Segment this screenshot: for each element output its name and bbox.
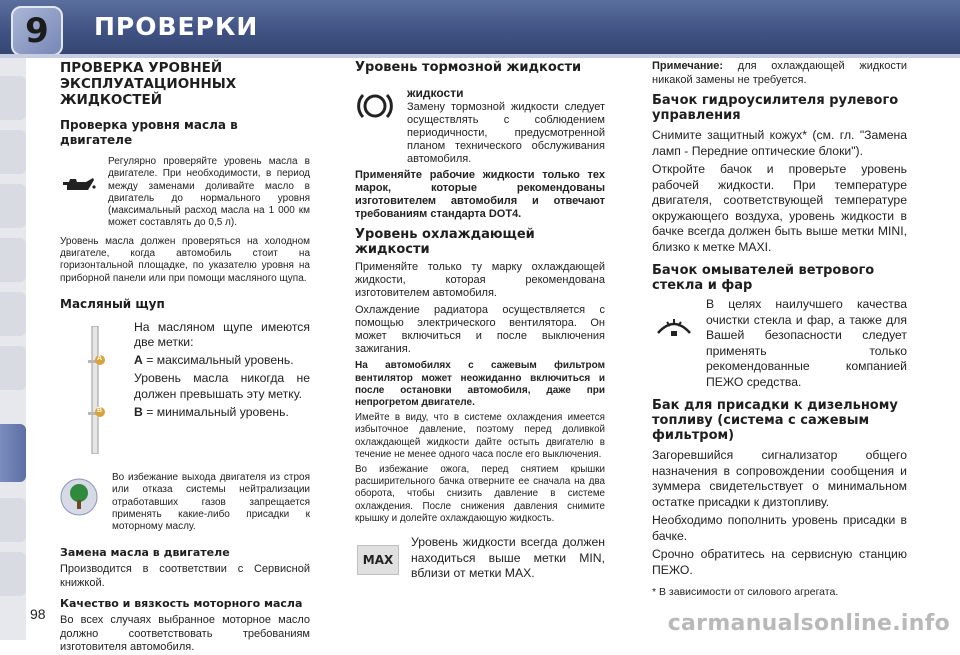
mark-a-letter: A — [134, 352, 143, 367]
diesel-text-2: Необходимо пополнить уровень присадки в бачке. — [652, 513, 907, 543]
oil-quality-title: Качество и вязкость моторного масла — [60, 597, 303, 611]
washer-title: Бачок омывателей ветрового стекла и фар — [652, 263, 875, 293]
chapter-tab[interactable] — [0, 552, 26, 596]
mark-b-description — [134, 405, 310, 421]
note-text: для охлаждающей жидкости никакой замены не требуется. — [652, 60, 907, 86]
brake-fluid-body: Замену тормозной жидкости следует осуществлять с соблюдением периодичности, предусмотренной планом технического обслуживания автомобиля. — [407, 101, 605, 165]
washer-fluid-icon — [654, 313, 694, 342]
coolant-note — [652, 60, 907, 87]
dipstick-icon — [82, 326, 110, 459]
chapter-tab[interactable] — [0, 184, 26, 228]
max-level-text: Уровень жидкости всегда должен находиться выше метки MIN, вблизи от метки MAX. — [411, 535, 605, 581]
coolant-bold-warning: На автомобилях с сажевым фильтром вентилятор может неожиданно включиться и после остановки автомобиля, даже при непрогретом двигателе. — [355, 360, 605, 409]
oil-change-text: Производится в соответствии с Сервисной книжкой. — [60, 563, 310, 589]
footnote: * В зависимости от силового агрегата. — [652, 586, 839, 598]
page-title: ПРОВЕРКИ — [94, 12, 259, 41]
oil-can-icon — [60, 174, 96, 201]
dipstick-intro: На масляном щупе имеются две метки: — [134, 319, 310, 350]
chapter-tab[interactable] — [0, 76, 26, 120]
washer-text: В целях наилучшего качества очистки стекла и фар, а также для Вашей безопасности следует применять только рекомендованные компанией ПЕЖО средства. — [706, 297, 907, 389]
mark-b-letter: B — [134, 405, 143, 420]
coolant-text-2: Охлаждение радиатора осуществляется с помощью электрического вентилятора. Он может включиться и после выключения зажигания. — [355, 303, 605, 356]
mark-a-description — [134, 353, 310, 369]
section-title: ПРОВЕРКА УРОВНЕЙ ЭКСПЛУАТАЦИОННЫХ ЖИДКОСТЕЙ — [60, 60, 237, 108]
note-label: Примечание: — [652, 60, 724, 72]
oil-level-text: Уровень масла должен проверяться на холодном двигателе, когда автомобиль стоит на горизонтальной площадке, по указателю уровня на приборной панели или при помощи масляного щупа. — [60, 235, 310, 284]
oil-quality-text: Во всех случаях выбранное моторное масло должно соответствовать требованиям изготовителя автомобиля. — [60, 614, 310, 654]
chapter-number-badge: 9 — [11, 6, 63, 56]
coolant-text-4: Во избежание ожога, перед снятием крышки расширительного бачка отверните ее сначала на два оборота, чтобы снизить давление в системе охлаждения. После снижения давления снимите крышку и долейте охлаждающую жидкость. — [355, 464, 605, 524]
dipstick-title: Масляный щуп — [60, 296, 165, 311]
chapter-tab[interactable] — [0, 238, 26, 282]
watermark: carmanualsonline.info — [667, 611, 950, 636]
oil-check-text: Регулярно проверяйте уровень масла в двигателе. При необходимости, в период между заменами доливайте масло в двигатель до нормального уровня (максимальный расход масла на 1 000 км может составлять до 0,5 л). — [108, 156, 310, 229]
brake-fluid-bold: Применяйте рабочие жидкости только тех марок, которые рекомендованы изготовителем автомобиля и отвечают требованиям стандарта DOT4. — [355, 169, 605, 220]
dipstick-mark-b: B — [97, 406, 103, 414]
mark-b-text: = минимальный уровень. — [146, 405, 289, 420]
diesel-text-1: Загоревшийся сигнализатор общего назначения в сопровождении сообщения и зуммера свидетельствует о минимальном остатке присадки к дизтопливу. — [652, 448, 907, 509]
page-number: 98 — [30, 606, 46, 622]
dipstick-mark-a: A — [97, 354, 103, 362]
chapter-tabs-rail — [0, 58, 26, 640]
chapter-tab[interactable] — [0, 292, 26, 336]
environment-tree-icon — [60, 478, 98, 521]
oil-check-title: Проверка уровня масла в двигателе — [60, 118, 238, 147]
coolant-title: Уровень охлаждающей жидкости — [355, 227, 535, 257]
chapter-header — [0, 0, 960, 58]
column-middle — [355, 60, 605, 582]
diesel-additive-title: Бак для присадки к дизельному топливу (система с сажевым фильтром) — [652, 398, 898, 443]
brake-fluid-label: жидкости — [407, 86, 464, 100]
chapter-tab[interactable] — [0, 346, 26, 390]
coolant-text-3: Имейте в виду, что в системе охлаждения имеется избыточное давление, поэтому перед доливкой охлаждающей жидкости дайте остыть двигателю в течение не менее одного часа после его выключения. — [355, 412, 605, 460]
column-left — [60, 60, 310, 655]
power-steering-text-1: Снимите защитный кожух* (см. гл. "Замена ламп - Передние оптические блоки"). — [652, 128, 907, 158]
chapter-tab-active[interactable] — [0, 424, 26, 482]
oil-change-title: Замена масла в двигателе — [60, 546, 230, 560]
environment-text: Во избежание выхода двигателя из строя или отказа системы нейтрализации отработавших газов запрещается применять какие-либо присадки к моторному маслу. — [112, 471, 310, 533]
mark-a-text: = максимальный уровень. — [146, 352, 294, 367]
brake-fluid-title: Уровень тормозной жидкости — [355, 60, 582, 75]
coolant-text-1: Применяйте только ту марку охлаждающей жидкости, которая рекомендована изготовителем автомобиля. — [355, 261, 605, 300]
max-level-icon: MAX — [357, 545, 399, 575]
brake-fluid-text — [407, 87, 605, 166]
chapter-tab[interactable] — [0, 498, 26, 542]
diesel-text-3: Срочно обратитесь на сервисную станцию ПЕЖО. — [652, 547, 907, 577]
power-steering-text-2: Откройте бачок и проверьте уровень рабочей жидкости. При температуре двигателя, соответствующей температуре окружающего воздуха, уровень жидкости в бачке всегда должен быть выше метки MINI, близко к метке MAXI. — [652, 162, 907, 254]
brake-warning-icon — [357, 89, 393, 128]
chapter-tab[interactable] — [0, 130, 26, 174]
column-right — [652, 60, 907, 598]
never-exceed-text: Уровень масла никогда не должен превышать эту метку. — [134, 371, 310, 401]
power-steering-title: Бачок гидроусилителя рулевого управления — [652, 93, 899, 123]
